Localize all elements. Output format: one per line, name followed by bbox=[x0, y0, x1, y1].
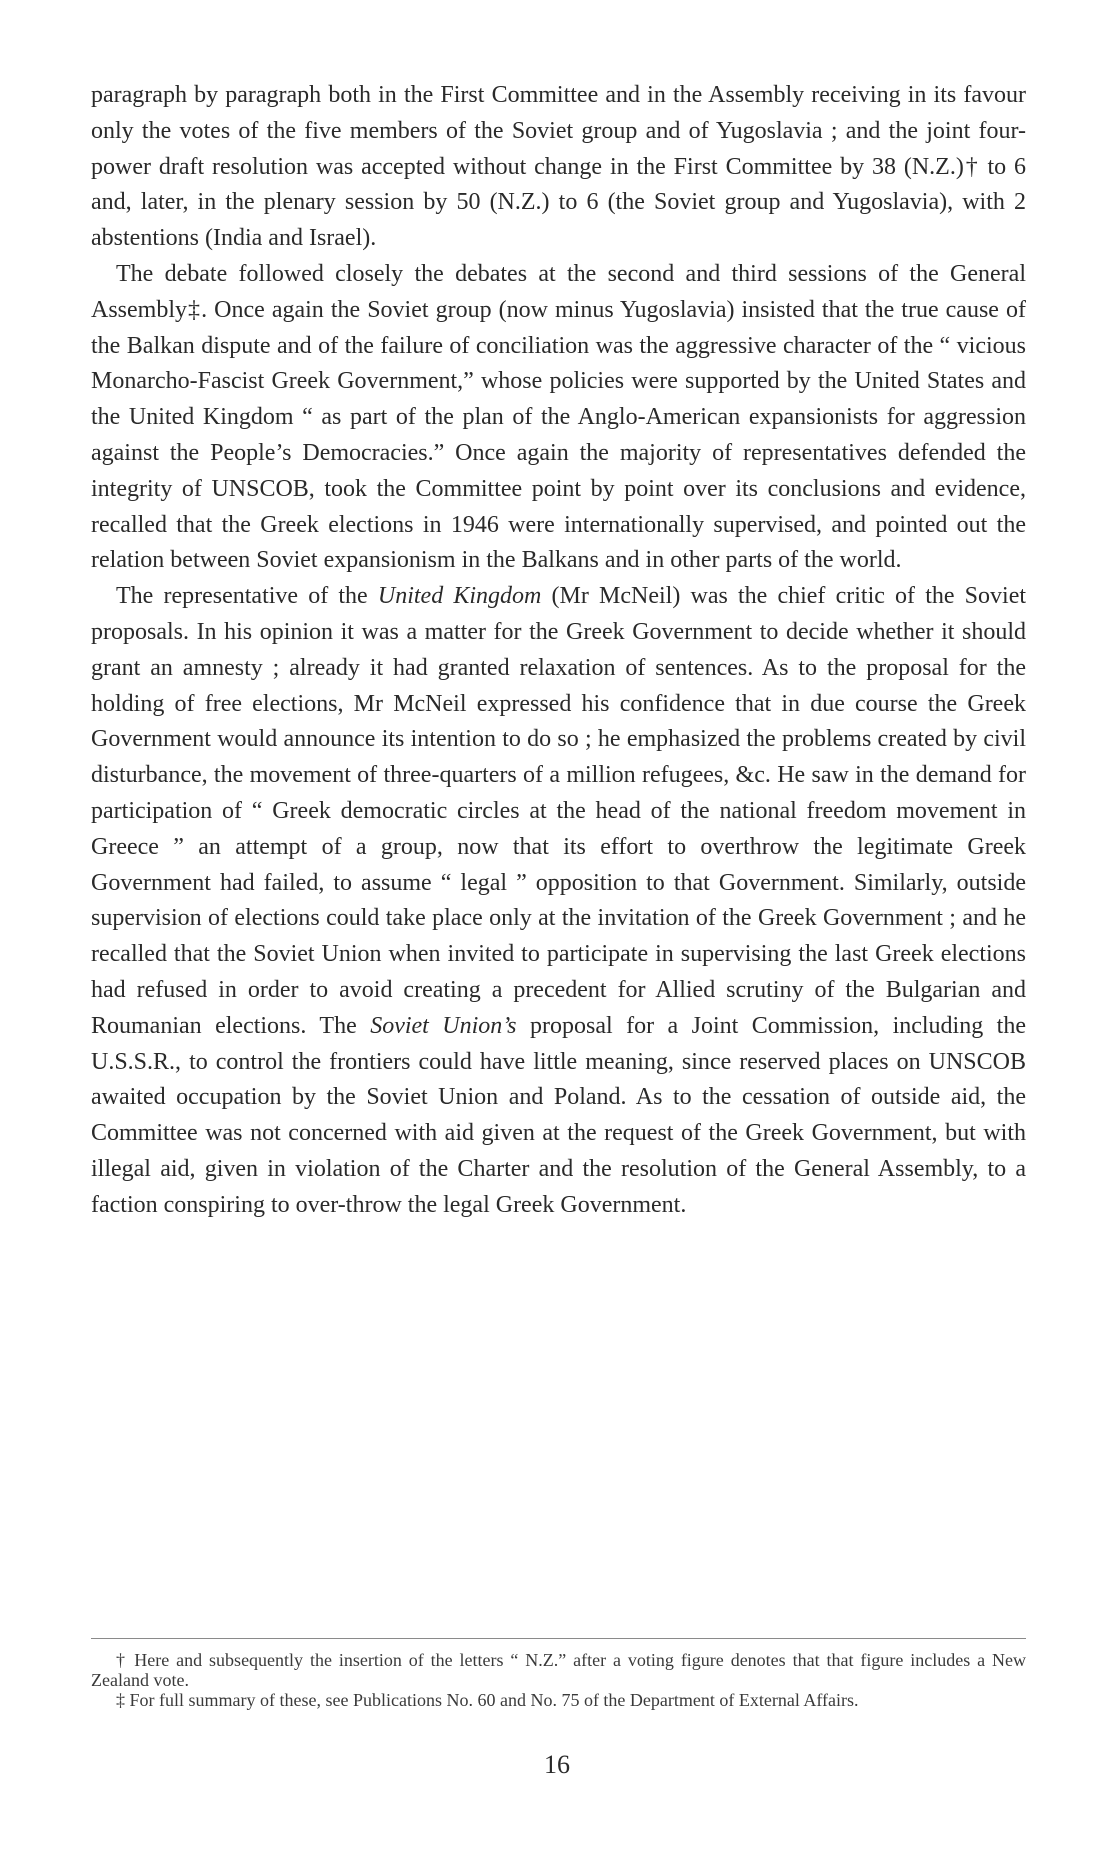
paragraph-3-italic-united-kingdom: United Kingdom bbox=[377, 583, 542, 610]
paragraph-1-text: paragraph by paragraph both in the First Committee and in the Assembly receiving in its favour only the votes of the five members of the Soviet group and of Yugoslavia ; and the joint four-power draft resolution was accepted without change in the First Committee by 38 (N.Z.)† to 6 and, later, in the plenary session by 50 (N.Z.) to 6 (the Soviet group and Yugoslavia), with 2 abstentions (India and Israel). bbox=[91, 82, 1026, 252]
page-number: 16 bbox=[544, 1750, 570, 1779]
paragraph-debate bbox=[91, 257, 1026, 579]
main-text bbox=[91, 78, 1026, 1224]
footnotes bbox=[91, 1650, 1026, 1710]
paragraph-2-text: The debate followed closely the debates at the second and third sessions of the General Assembly‡. Once again the Soviet group (now minus Yugoslavia) insisted that the true cause of the Balkan dispute and of the failure of conciliation was the aggressive character of the “ vicious Monarcho-Fascist Greek Government,” whose policies were supported by the United States and the United Kingdom “ as part of the plan of the Anglo-American expansionists for aggression against the People’s Democracies.” Once again the majority of representatives defended the integrity of UNSCOB, took the Committee point by point over its conclusions and evidence, recalled that the Greek elections in 1946 were internationally supervised, and pointed out the relation between Soviet expansionism in the Balkans and in other parts of the world. bbox=[91, 260, 1026, 574]
footnote-double-dagger: ‡ For full summary of these, see Publications No. 60 and No. 75 of the Department of External Affairs. bbox=[116, 1690, 859, 1710]
paragraph-continuation bbox=[91, 78, 1026, 257]
footnote-divider bbox=[91, 1638, 1026, 1639]
footnote-dagger: † Here and subsequently the insertion of the letters “ N.Z.” after a voting figure denotes that that figure includes a New Zealand vote. bbox=[91, 1650, 1026, 1690]
paragraph-uk-representative bbox=[91, 579, 1026, 1223]
paragraph-3-text-b: (Mr McNeil) was the chief critic of the Soviet proposals. In his opinion it was a matter for the Greek Government to decide whether it should grant an amnesty ; already it had granted relaxation of sentences. As to the proposal for the holding of free elections, Mr McNeil expressed his confidence that in due course the Greek Government would announce its intention to do so ; he emphasized the problems created by civil disturbance, the movement of three-quarters of a million refugees, &c. He saw in the demand for participation of “ Greek democratic circles at the head of the national freedom movement in Greece ” an attempt of a group, now that its effort to overthrow the legitimate Greek Government had failed, to assume “ legal ” opposition to that Government. Similarly, outside supervision of elections could take place only at the invitation of the Greek Government ; and he recalled that the Soviet Union when invited to participate in supervising the last Greek elections had refused in order to avoid creating a precedent for Allied scrutiny of the Bulgarian and Roumanian elections. The bbox=[91, 583, 1027, 1039]
paragraph-3-text-a: The representative of the bbox=[116, 583, 378, 610]
paragraph-3-italic-soviet-union: Soviet Union’s bbox=[370, 1012, 517, 1039]
paragraph-3-text-c: proposal for a Joint Commission, including the U.S.S.R., to control the frontiers could have little meaning, since reserved places on UNSCOB awaited occupation by the Soviet Union and Poland. As to the cessation of outside aid, the Committee was not concerned with aid given at the request of the Greek Government, but with illegal aid, given in violation of the Charter and the resolution of the General Assembly, to a faction conspiring to over-throw the legal Greek Government. bbox=[91, 1012, 1026, 1218]
